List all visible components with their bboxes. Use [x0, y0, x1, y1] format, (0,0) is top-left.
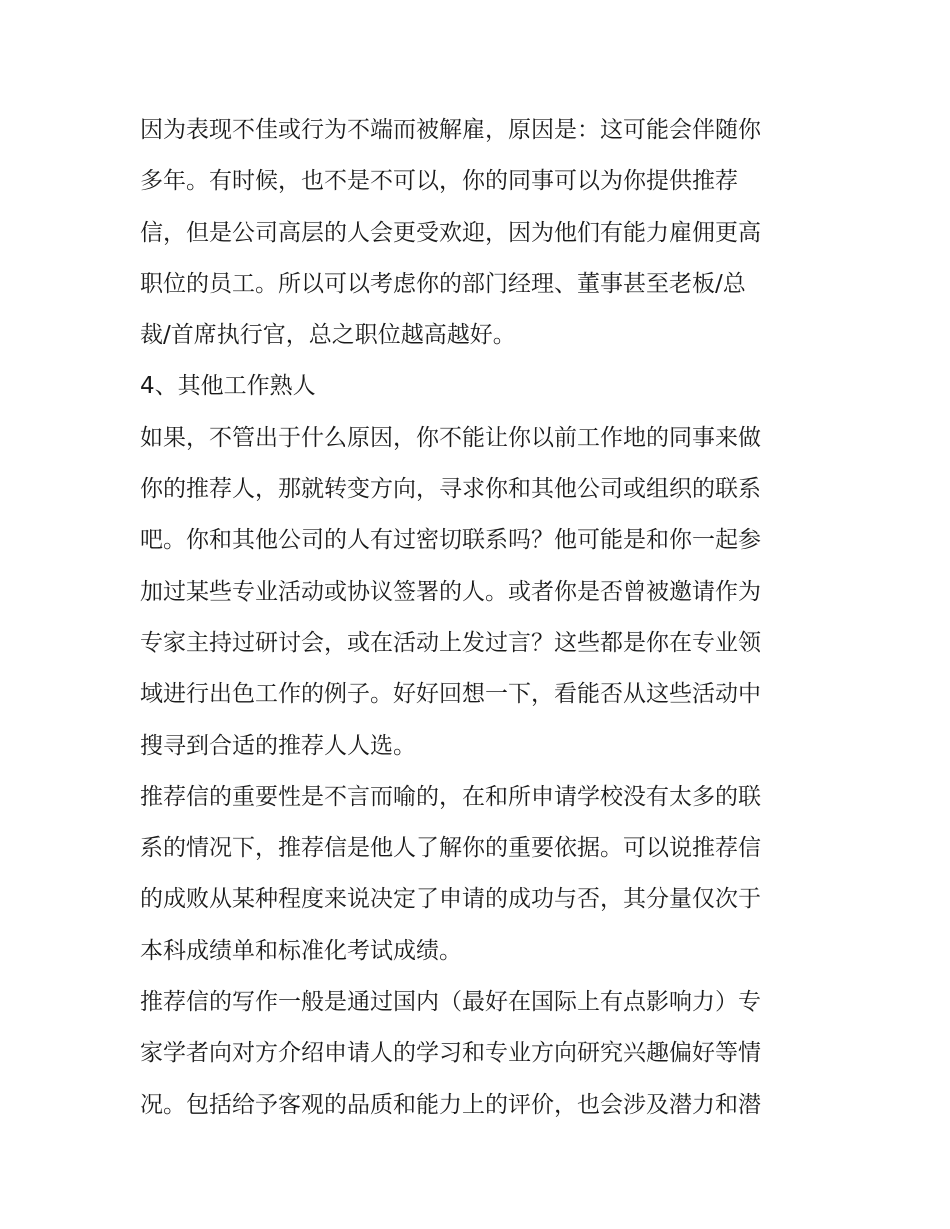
document-body	[140, 105, 820, 1131]
text-line: 信，但是公司高层的人会更受欢迎，因为他们有能力雇佣更高	[140, 219, 761, 246]
text-line: 加过某些专业活动或协议签署的人。或者你是否曾被邀请作为	[140, 578, 761, 605]
text-line: 的成败从某种程度来说决定了申请的成功与否，其分量仅次于	[140, 886, 761, 913]
text-line: 况。包括给予客观的品质和能力上的评价，也会涉及潜力和潜	[140, 1091, 761, 1118]
text-line: 你的推荐人，那就转变方向，寻求你和其他公司或组织的联系	[140, 476, 761, 503]
text-line: 如果，不管出于什么原因，你不能让你以前工作地的同事来做	[140, 424, 761, 451]
text-line: 本科成绩单和标准化考试成绩。	[140, 937, 462, 964]
text-line: 因为表现不佳或行为不端而被解雇，原因是：这可能会伴随你	[140, 117, 761, 143]
text-line: 专家主持过研讨会，或在活动上发过言？这些都是你在专业领	[140, 629, 761, 656]
text-line: 家学者向对方介绍申请人的学习和专业方向研究兴趣偏好等情	[140, 1040, 761, 1067]
text-line: 推荐信的写作一般是通过国内（最好在国际上有点影响力）专	[140, 989, 761, 1016]
text-line: 职位的员工。所以可以考虑你的部门经理、董事甚至老板/总	[140, 270, 746, 297]
section-heading: 4、其他工作熟人	[140, 373, 316, 400]
text-line: 吧。你和其他公司的人有过密切联系吗？他可能是和你一起参	[140, 527, 761, 554]
text-line: 搜寻到合适的推荐人人选。	[140, 732, 416, 759]
text-line: 多年。有时候，也不是不可以，你的同事可以为你提供推荐	[140, 168, 738, 195]
text-line: 域进行出色工作的例子。好好回想一下，看能否从这些活动中	[140, 681, 761, 708]
text-line: 系的情况下，推荐信是他人了解你的重要依据。可以说推荐信	[140, 835, 761, 862]
text-line: 推荐信的重要性是不言而喻的，在和所申请学校没有太多的联	[140, 783, 761, 810]
text-line: 裁/首席执行官，总之职位越高越好。	[140, 322, 516, 349]
